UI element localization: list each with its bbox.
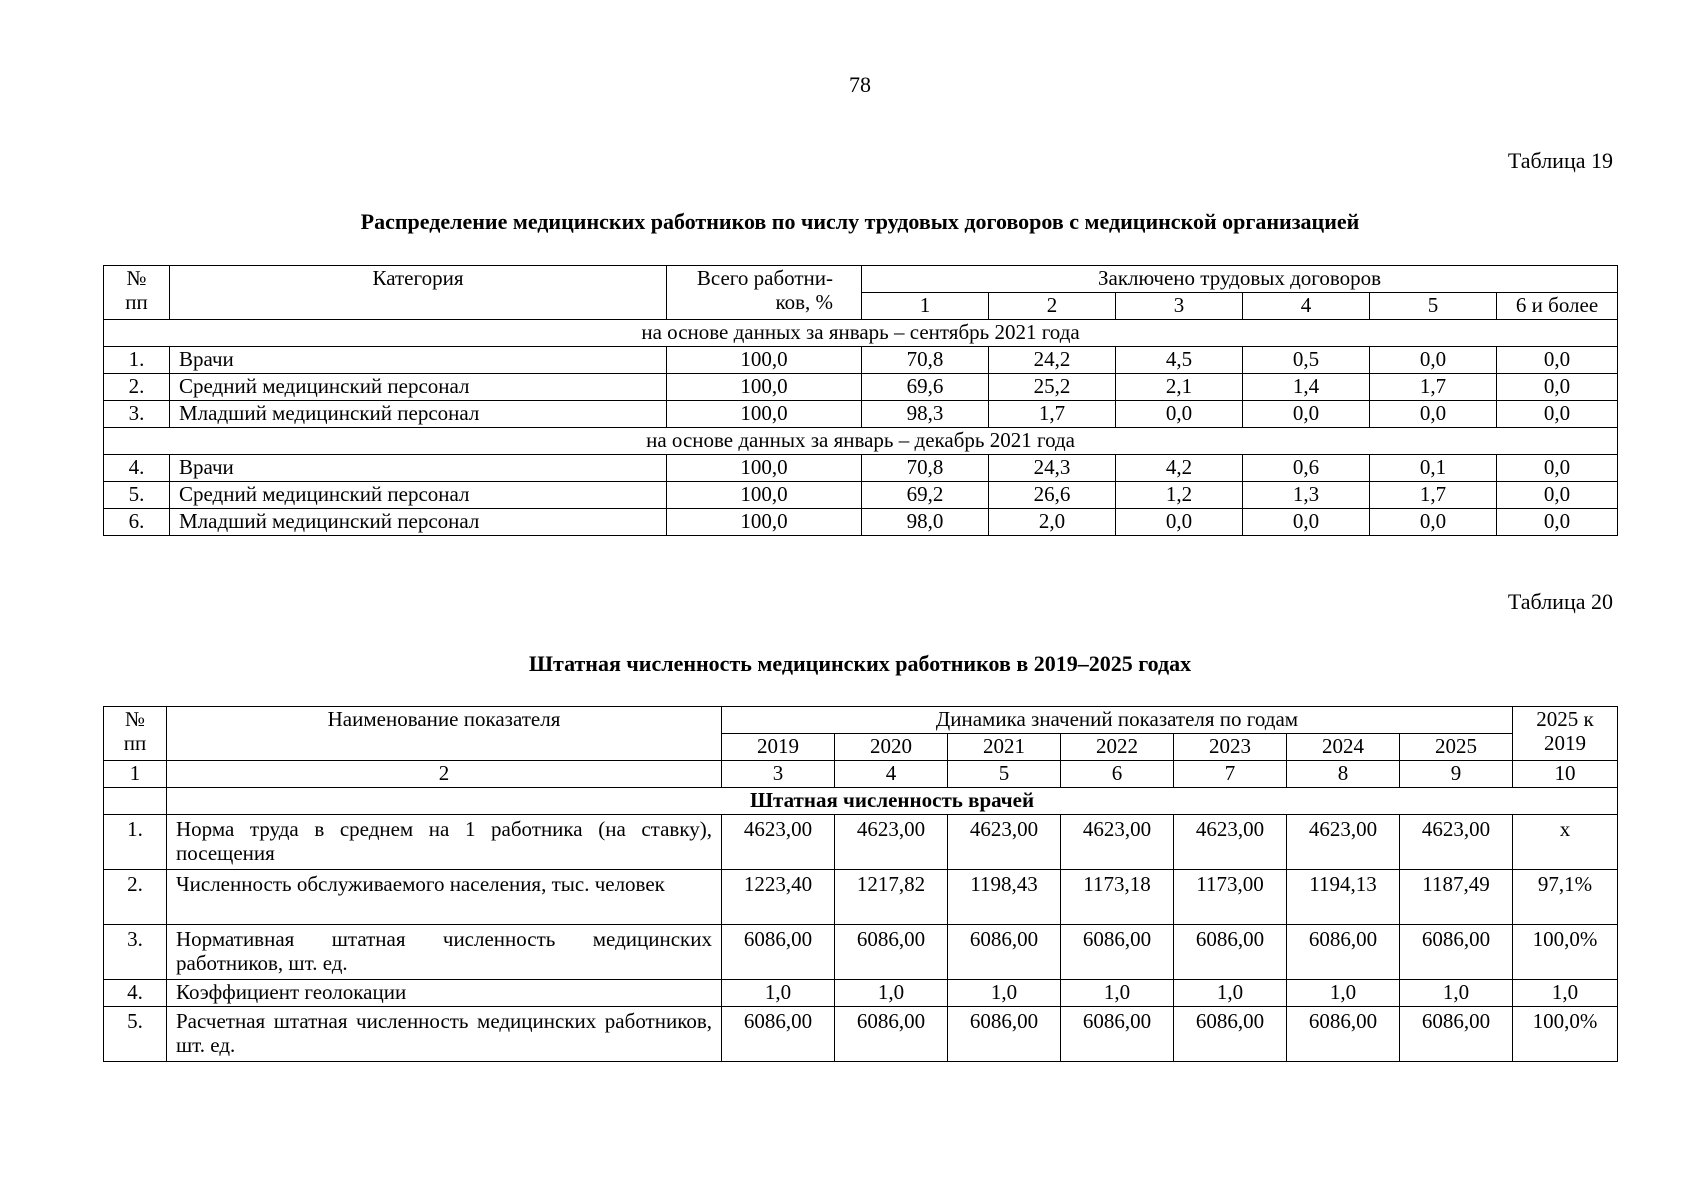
- col-number: 9: [1400, 761, 1513, 788]
- row-total: 100,0: [667, 509, 862, 536]
- row-value: 4623,00: [835, 815, 948, 870]
- table-20-header-row: [104, 707, 1618, 734]
- row-value: 0,0: [1497, 374, 1618, 401]
- col-number: 10: [1513, 761, 1618, 788]
- row-total: 100,0: [667, 455, 862, 482]
- row-num: 4.: [104, 980, 167, 1007]
- header-contracts: Заключено трудовых договоров: [862, 266, 1618, 293]
- row-num: 3.: [104, 925, 167, 980]
- row-name: Коэффициент геолокации: [167, 980, 722, 1007]
- row-value: 6086,00: [722, 1007, 835, 1062]
- row-value: 1,0: [1287, 980, 1400, 1007]
- row-value: 1187,49: [1400, 870, 1513, 925]
- row-value: 1,0: [1174, 980, 1287, 1007]
- row-num: 3.: [104, 401, 170, 428]
- row-total: 100,0: [667, 347, 862, 374]
- row-value: 6086,00: [1061, 925, 1174, 980]
- row-value: 69,2: [862, 482, 989, 509]
- row-value: 0,0: [1497, 482, 1618, 509]
- header-contract-col: 4: [1243, 293, 1370, 320]
- row-value: 6086,00: [722, 925, 835, 980]
- header-year: 2025: [1400, 734, 1513, 761]
- table-19: [103, 265, 1618, 536]
- row-value: 0,0: [1370, 401, 1497, 428]
- row-value: 0,0: [1243, 509, 1370, 536]
- row-value: 0,5: [1243, 347, 1370, 374]
- col-number: 6: [1061, 761, 1174, 788]
- row-value: 4623,00: [1287, 815, 1400, 870]
- row-value: 1,0: [835, 980, 948, 1007]
- row-value: 0,0: [1116, 401, 1243, 428]
- header-num: № пп: [104, 707, 167, 761]
- table-19-title: Распределение медицинских работников по числу трудовых договоров с медицинской организацией: [360, 209, 1360, 234]
- row-value: 4623,00: [722, 815, 835, 870]
- row-value: 6086,00: [1174, 925, 1287, 980]
- section-label: на основе данных за январь – декабрь 2021 года: [104, 428, 1618, 455]
- row-value: 1,0: [722, 980, 835, 1007]
- row-ratio: 97,1%: [1513, 870, 1618, 925]
- table-row: [104, 925, 1618, 980]
- row-num: 4.: [104, 455, 170, 482]
- row-value: 1198,43: [948, 870, 1061, 925]
- row-value: 24,2: [989, 347, 1116, 374]
- row-ratio: х: [1513, 815, 1618, 870]
- row-value: 70,8: [862, 455, 989, 482]
- row-num: 5.: [104, 1007, 167, 1062]
- header-year: 2021: [948, 734, 1061, 761]
- table-20-caption: Таблица 20: [1507, 589, 1613, 614]
- row-category: Врачи: [170, 455, 667, 482]
- section-num-empty: [104, 788, 167, 815]
- row-value: 1,0: [1061, 980, 1174, 1007]
- page-number: 78: [849, 72, 871, 97]
- row-value: 6086,00: [1287, 925, 1400, 980]
- row-value: 1173,18: [1061, 870, 1174, 925]
- row-category: Средний медицинский персонал: [170, 482, 667, 509]
- row-value: 6086,00: [948, 1007, 1061, 1062]
- table-20-title: Штатная численность медицинских работников в 2019–2025 годах: [528, 651, 1192, 676]
- row-name: Норма труда в среднем на 1 работника (на ставку), посещения: [167, 815, 722, 870]
- row-num: 1.: [104, 347, 170, 374]
- row-num: 2.: [104, 374, 170, 401]
- row-value: 0,0: [1497, 509, 1618, 536]
- row-value: 0,0: [1370, 347, 1497, 374]
- col-number: 1: [104, 761, 167, 788]
- header-num: № пп: [104, 266, 170, 320]
- table-row: [104, 1007, 1618, 1062]
- row-value: 4623,00: [948, 815, 1061, 870]
- row-total: 100,0: [667, 374, 862, 401]
- table-20: [103, 706, 1618, 1062]
- row-value: 6086,00: [948, 925, 1061, 980]
- row-value: 4,5: [1116, 347, 1243, 374]
- row-value: 6086,00: [1400, 1007, 1513, 1062]
- row-total: 100,0: [667, 401, 862, 428]
- header-contract-col: 6 и более: [1497, 293, 1618, 320]
- col-number: 3: [722, 761, 835, 788]
- row-category: Младший медицинский персонал: [170, 401, 667, 428]
- row-value: 6086,00: [835, 925, 948, 980]
- section-label: на основе данных за январь – сентябрь 2021 года: [104, 320, 1618, 347]
- col-number: 5: [948, 761, 1061, 788]
- row-value: 24,3: [989, 455, 1116, 482]
- row-value: 1223,40: [722, 870, 835, 925]
- row-value: 6086,00: [1174, 1007, 1287, 1062]
- row-category: Младший медицинский персонал: [170, 509, 667, 536]
- header-ratio: 2025 к 2019: [1513, 707, 1618, 761]
- row-value: 0,0: [1497, 347, 1618, 374]
- row-value: 1173,00: [1174, 870, 1287, 925]
- table-row: [104, 401, 1618, 428]
- header-name: Наименование показателя: [167, 707, 722, 761]
- row-value: 0,0: [1370, 509, 1497, 536]
- row-value: 26,6: [989, 482, 1116, 509]
- row-num: 2.: [104, 870, 167, 925]
- row-value: 1,4: [1243, 374, 1370, 401]
- row-value: 69,6: [862, 374, 989, 401]
- col-number: 4: [835, 761, 948, 788]
- header-year: 2022: [1061, 734, 1174, 761]
- section-row: [104, 788, 1618, 815]
- row-value: 6086,00: [1400, 925, 1513, 980]
- row-name: Численность обслуживаемого населения, тыс. человек: [167, 870, 722, 925]
- section-row: [104, 428, 1618, 455]
- table-row: [104, 347, 1618, 374]
- header-total: Всего работни- ков, %: [667, 266, 862, 320]
- table-row: [104, 980, 1618, 1007]
- header-contract-col: 2: [989, 293, 1116, 320]
- row-value: 4,2: [1116, 455, 1243, 482]
- row-value: 1,0: [1400, 980, 1513, 1007]
- row-value: 1,0: [948, 980, 1061, 1007]
- header-year: 2019: [722, 734, 835, 761]
- row-name: Расчетная штатная численность медицинских работников, шт. ед.: [167, 1007, 722, 1062]
- row-value: 0,1: [1370, 455, 1497, 482]
- row-value: 25,2: [989, 374, 1116, 401]
- row-category: Средний медицинский персонал: [170, 374, 667, 401]
- header-year: 2020: [835, 734, 948, 761]
- table-row: [104, 455, 1618, 482]
- header-contract-col: 1: [862, 293, 989, 320]
- row-value: 98,0: [862, 509, 989, 536]
- row-total: 100,0: [667, 482, 862, 509]
- row-value: 1194,13: [1287, 870, 1400, 925]
- row-num: 5.: [104, 482, 170, 509]
- table-row: [104, 870, 1618, 925]
- row-value: 4623,00: [1061, 815, 1174, 870]
- row-value: 2,0: [989, 509, 1116, 536]
- table-19-caption: Таблица 19: [1507, 148, 1613, 173]
- row-value: 6086,00: [835, 1007, 948, 1062]
- row-value: 98,3: [862, 401, 989, 428]
- header-contract-col: 3: [1116, 293, 1243, 320]
- row-num: 6.: [104, 509, 170, 536]
- row-value: 1,7: [1370, 374, 1497, 401]
- row-value: 4623,00: [1400, 815, 1513, 870]
- table-row: [104, 509, 1618, 536]
- row-value: 0,0: [1116, 509, 1243, 536]
- col-number: 2: [167, 761, 722, 788]
- table-19-header-row: [104, 266, 1618, 293]
- row-value: 0,0: [1243, 401, 1370, 428]
- row-category: Врачи: [170, 347, 667, 374]
- row-ratio: 100,0%: [1513, 1007, 1618, 1062]
- section-row: [104, 320, 1618, 347]
- table-row: [104, 482, 1618, 509]
- col-number: 7: [1174, 761, 1287, 788]
- header-year: 2024: [1287, 734, 1400, 761]
- row-value: 0,0: [1497, 401, 1618, 428]
- header-contract-col: 5: [1370, 293, 1497, 320]
- row-num: 1.: [104, 815, 167, 870]
- row-value: 1,3: [1243, 482, 1370, 509]
- row-value: 1217,82: [835, 870, 948, 925]
- header-dynamics: Динамика значений показателя по годам: [722, 707, 1513, 734]
- row-ratio: 1,0: [1513, 980, 1618, 1007]
- row-value: 1,2: [1116, 482, 1243, 509]
- table-20-colnum-row: [104, 761, 1618, 788]
- row-value: 2,1: [1116, 374, 1243, 401]
- table-row: [104, 815, 1618, 870]
- table-row: [104, 374, 1618, 401]
- header-year: 2023: [1174, 734, 1287, 761]
- header-category: Категория: [170, 266, 667, 320]
- row-ratio: 100,0%: [1513, 925, 1618, 980]
- row-value: 1,7: [1370, 482, 1497, 509]
- row-value: 0,0: [1497, 455, 1618, 482]
- row-name: Нормативная штатная численность медицинских работников, шт. ед.: [167, 925, 722, 980]
- row-value: 4623,00: [1174, 815, 1287, 870]
- col-number: 8: [1287, 761, 1400, 788]
- row-value: 6086,00: [1287, 1007, 1400, 1062]
- row-value: 6086,00: [1061, 1007, 1174, 1062]
- row-value: 0,6: [1243, 455, 1370, 482]
- row-value: 70,8: [862, 347, 989, 374]
- row-value: 1,7: [989, 401, 1116, 428]
- section-label: Штатная численность врачей: [167, 788, 1618, 815]
